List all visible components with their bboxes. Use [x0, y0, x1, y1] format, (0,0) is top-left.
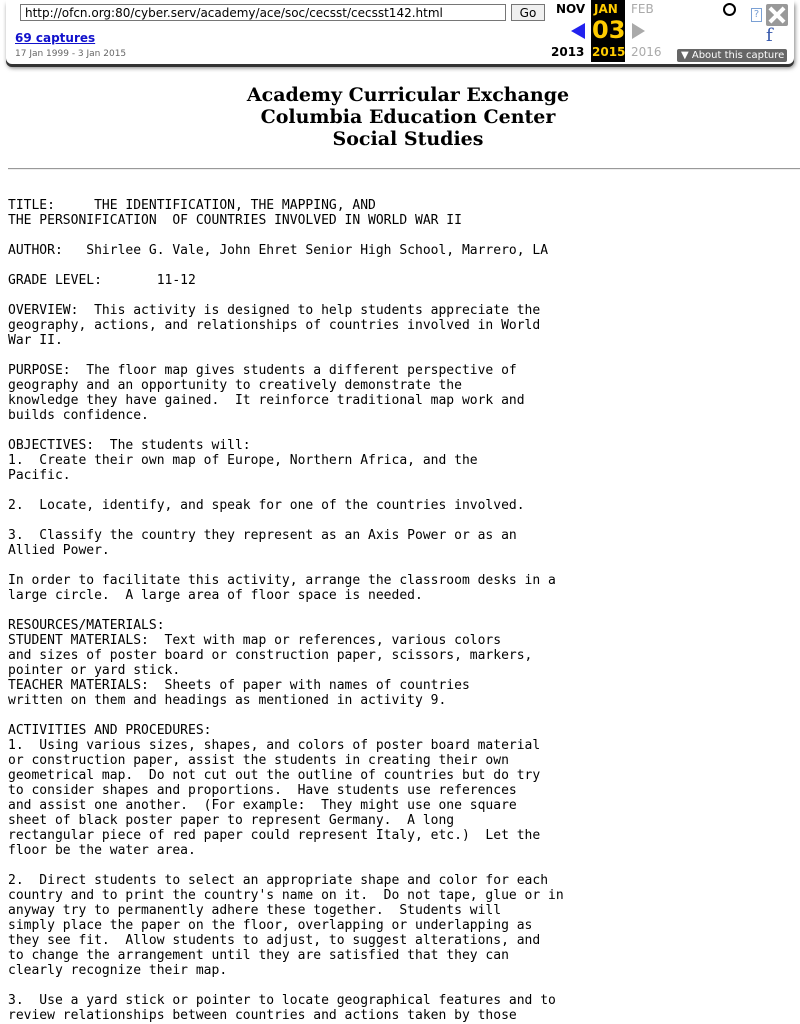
next-year: 2016	[631, 45, 662, 59]
prev-capture-arrow-icon[interactable]	[571, 23, 585, 39]
next-month: FEB	[631, 2, 654, 16]
prev-year-link[interactable]: 2013	[551, 45, 585, 59]
page-heading	[8, 84, 800, 150]
next-capture-arrow-icon	[632, 23, 645, 39]
lesson-plan-text: TITLE: THE IDENTIFICATION, THE MAPPING, AND THE PERSONIFICATION OF COUNTRIES INVOLVED IN WORLD WAR II AUTHOR: Shirlee G. Vale, John Ehret Senior High School, Marrero, LA GRADE LEVEL: 11-12 OVERVIEW: This activity is designed to help students appreciate the geography, actions, and relationships of countries involved in World War II. PURPOSE: The floor map gives students a different perspective of geography and an opportunity to creatively demonstrate the knowledge they have gained. It reinforce traditional map work and builds confidence. OBJECTIVES: The students will: 1. Create their own map of Europe, Northern Africa, and the Pacific. 2. Locate, identify, and speak for one of the countries involved. 3. Classify the country they represent as an Axis Power or as an Allied Power. In order to facilitate this activity, arrange the classroom desks in a large circle. A large area of floor space is needed. RESOURCES/MATERIALS: STUDENT MATERIALS: Text with map or references, various colors and sizes of poster board or construction paper, scissors, markers, pointer or yard stick. TEACHER MATERIALS: Sheets of paper with names of countries written on them and headings as mentioned in activity 9. ACTIVITIES AND PROCEDURES: 1. Using various sizes, shapes, and colors of poster board material or construction paper, assist the students in creating their own geometrical map. Do not cut out the outline of countries but do try to consider shapes and proportions. Have students use references and assist one another. (For example: They might use one square sheet of black poster paper to represent Germany. A long rectangular piece of red paper could represent Italy, etc.) Let the floor be the water area. 2. Direct students to select an appropriate shape and color for each country and to print the country's name on it. Do not tape, glue or in anyway try to permanently adhere these together. Students will simply place the paper on the floor, overlapping or underlapping as they see fit. Allow students to adjust, to suggest alterations, and to change the arrangement until they are satisfied that they can clearly recognize their map. 3. Use a yard stick or pointer to locate geographical features and to review relationships between countries and actions taken by those	[8, 198, 564, 1023]
help-icon[interactable]: ?	[751, 8, 762, 22]
about-capture-button[interactable]: ▼ About this capture	[677, 49, 787, 62]
facebook-icon[interactable]: f	[766, 25, 773, 46]
current-day: 03	[592, 16, 626, 44]
heading-line-academy: Academy Curricular Exchange	[246, 84, 570, 106]
heading-line-subject: Social Studies	[332, 128, 484, 150]
captures-link[interactable]: 69 captures	[15, 31, 96, 45]
capture-date-range: 17 Jan 1999 - 3 Jan 2015	[15, 49, 127, 59]
close-icon[interactable]	[766, 4, 788, 26]
current-month: JAN	[594, 2, 618, 16]
prev-month-link[interactable]: NOV	[556, 2, 586, 16]
url-input[interactable]	[20, 4, 506, 21]
horizontal-divider	[8, 168, 800, 170]
heading-line-center: Columbia Education Center	[260, 106, 556, 128]
wayback-toolbar	[6, 0, 794, 64]
go-button[interactable]: Go	[511, 4, 545, 21]
current-year: 2015	[592, 45, 626, 59]
sparkline-ring-icon	[723, 3, 736, 16]
